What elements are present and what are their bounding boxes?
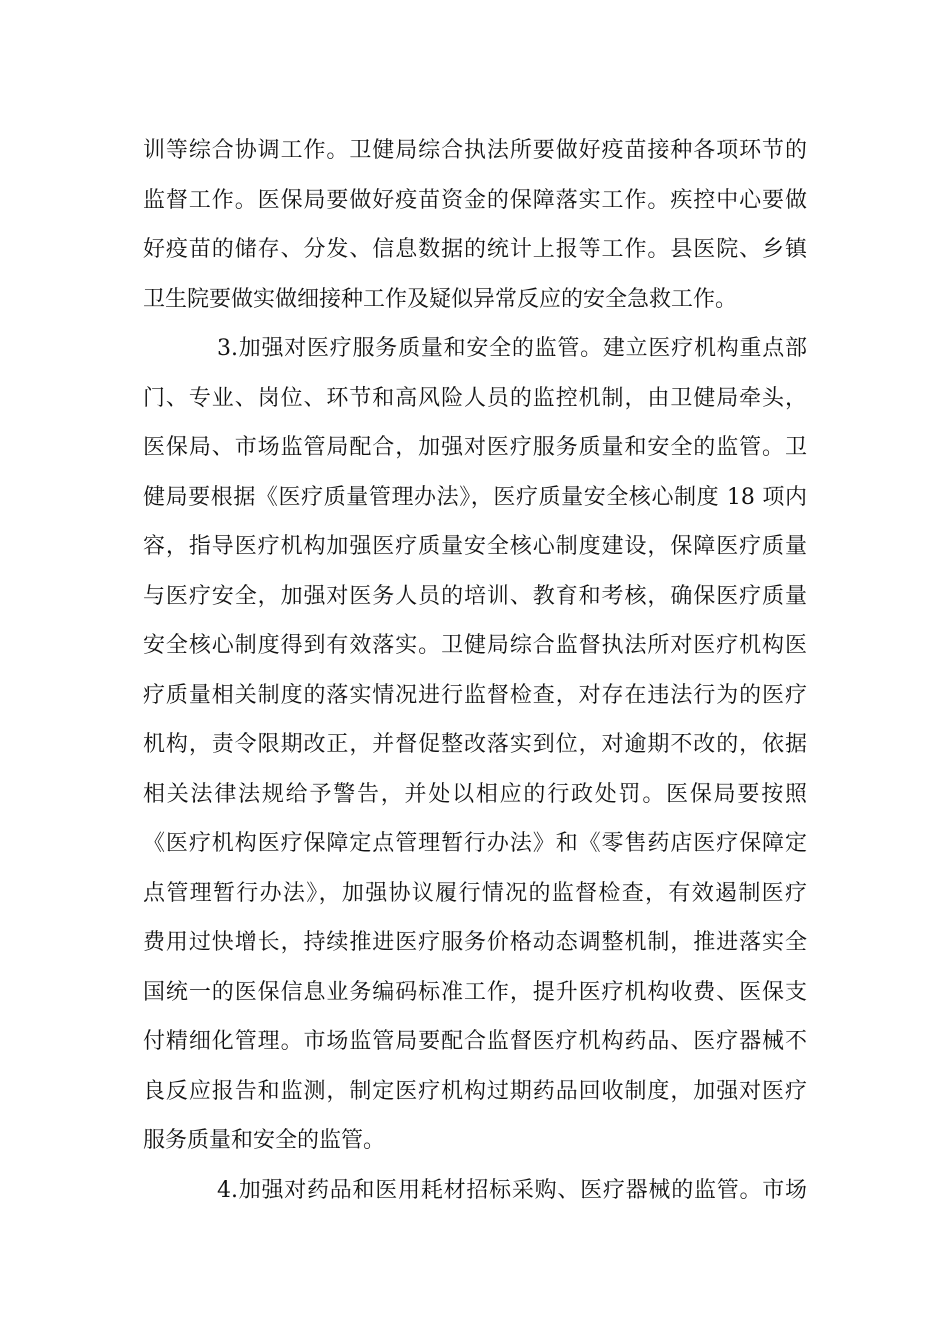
text-line: 相关法律法规给予警告，并处以相应的行政处罚。医保局要按照 [143,781,807,807]
body-text [143,126,807,1215]
text-line: 好疫苗的储存、分发、信息数据的统计上报等工作。县医院、乡镇 [143,237,807,262]
section-heading-line: 3.加强对医疗服务质量和安全的监管。建立医疗机构重点部 [217,336,807,361]
text-line: 门、专业、岗位、环节和高风险人员的监控机制，由卫健局牵头， [143,385,807,411]
text-line: 监督工作。医保局要做好疫苗资金的保障落实工作。疾控中心要做 [143,187,807,213]
text-line: 点管理暂行办法》，加强协议履行情况的监督检查，有效遏制医疗 [143,880,807,906]
text-line: 与医疗安全，加强对医务人员的培训、教育和考核，确保医疗质量 [143,583,807,609]
text-line: 健局要根据《医疗质量管理办法》，医疗质量安全核心制度 18 项内 [143,484,807,510]
text-line: 安全核心制度得到有效落实。卫健局综合监督执法所对医疗机构医 [143,633,807,658]
text-line: 机构，责令限期改正，并督促整改落实到位，对逾期不改的，依据 [143,732,807,757]
text-line: 《医疗机构医疗保障定点管理暂行办法》和《零售药店医疗保障定 [143,831,807,856]
text-line: 医保局、市场监管局配合，加强对医疗服务质量和安全的监管。卫 [143,435,807,460]
section-heading-line: 4.加强对药品和医用耗材招标采购、医疗器械的监管。市场 [217,1177,807,1203]
text-line: 容，指导医疗机构加强医疗质量安全核心制度建设，保障医疗质量 [143,534,807,559]
text-line: 良反应报告和监测，制定医疗机构过期药品回收制度，加强对医疗 [143,1078,807,1104]
text-line: 国统一的医保信息业务编码标准工作，提升医疗机构收费、医保支 [143,979,807,1005]
text-line: 付精细化管理。市场监管局要配合监督医疗机构药品、医疗器械不 [143,1029,807,1054]
text-line: 疗质量相关制度的落实情况进行监督检查，对存在违法行为的医疗 [143,682,807,708]
text-line: 卫生院要做实做细接种工作及疑似异常反应的安全急救工作。 [143,286,738,312]
text-line: 服务质量和安全的监管。 [143,1128,386,1153]
text-line: 费用过快增长，持续推进医疗服务价格动态调整机制，推进落实全 [143,930,807,955]
text-line: 训等综合协调工作。卫健局综合执法所要做好疫苗接种各项环节的 [143,138,807,163]
